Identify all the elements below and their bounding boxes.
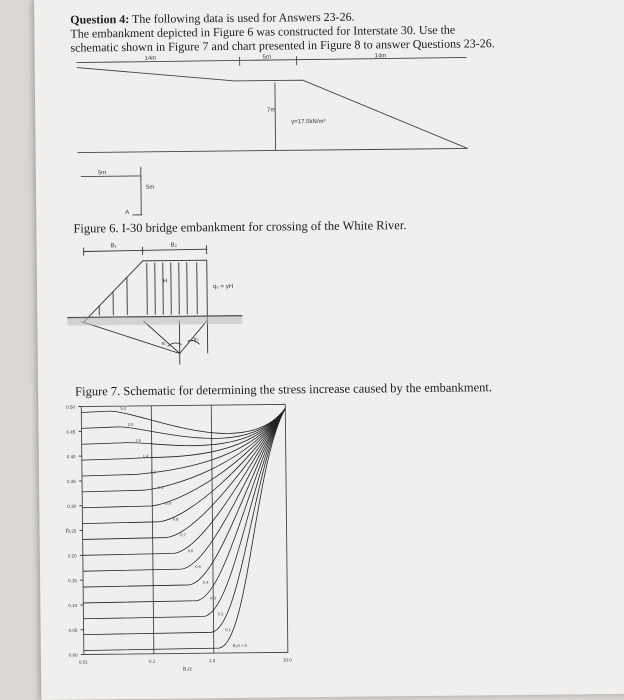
influence-curve xyxy=(81,408,285,435)
y-tick-label: 0.50 xyxy=(66,404,76,410)
y-axis-label: I' xyxy=(65,528,69,535)
b2-label: B₂ xyxy=(170,242,177,249)
unit-weight-label: γ=17.5kN/m³ xyxy=(291,118,326,126)
b1-label: B₁ xyxy=(110,243,117,250)
curve-label: 0.1 xyxy=(225,627,231,633)
question-line-2: The embankment depicted in Figure 6 was constructed for Interstate 30. Use the xyxy=(70,22,456,41)
influence-curve xyxy=(81,408,285,439)
influence-curve xyxy=(81,408,286,476)
question-line-1: Question 4: The following data is used for Answers 23-26. xyxy=(70,9,355,27)
y-tick-label: 0.35 xyxy=(67,478,76,485)
curve-label: 0.9 xyxy=(165,500,171,506)
influence-curve xyxy=(81,408,286,523)
dim-right-top: 14m xyxy=(374,53,387,60)
x-tick-label: 10.0 xyxy=(282,657,292,663)
depth-label: 5m xyxy=(145,184,155,191)
height-label: 7m xyxy=(267,107,276,114)
y-tick-label: 0.30 xyxy=(67,503,77,509)
curve-label: 0.3 xyxy=(210,595,216,601)
influence-curve xyxy=(81,408,286,507)
curve-label: 0.6 xyxy=(187,548,194,554)
question-number: Question 4: xyxy=(70,12,130,27)
curve-label: 0.2 xyxy=(217,611,224,617)
curve-label: B₂/z = 0 xyxy=(232,642,247,648)
question-line-3: schematic shown in Figure 7 and chart presented in Figure 8 to answer Questions 23-26. xyxy=(70,36,495,55)
y-tick-label: 0.00 xyxy=(68,652,78,658)
dim-left-top: 14m xyxy=(144,55,157,62)
figure8-influence-chart xyxy=(34,0,624,700)
y-tick-label: 0.25 xyxy=(67,528,77,534)
curve-label: 0.4 xyxy=(202,579,209,585)
dim-mid-top: 5m xyxy=(262,54,271,61)
h-label: H xyxy=(162,278,168,285)
y-tick-label: 0.10 xyxy=(68,602,78,609)
y-tick-label: 0.40 xyxy=(66,454,76,460)
x-tick-label: 0.1 xyxy=(148,658,156,664)
figure7-caption: Figure 7. Schematic for determining the stress increase caused by the embankment. xyxy=(75,380,493,399)
curve-label: 0.5 xyxy=(195,563,201,570)
curve-label: 1.4 xyxy=(142,453,149,459)
x-tick-label: 1.0 xyxy=(208,658,216,664)
y-tick-label: 0.05 xyxy=(68,627,78,633)
curve-label: 1.0 xyxy=(157,485,164,491)
x-axis-label: B₁/z xyxy=(182,666,192,673)
alpha2-label: α₂ xyxy=(193,336,199,343)
figure6-caption: Figure 6. I-30 bridge embankment for crossing of the White River. xyxy=(73,218,407,236)
y-tick-label: 0.45 xyxy=(66,429,76,435)
y-tick-label: 0.20 xyxy=(67,553,77,559)
curve-label: 0.7 xyxy=(180,532,186,538)
influence-curve xyxy=(81,408,285,446)
alpha1-label: α₁ xyxy=(161,340,167,347)
textbook-page xyxy=(34,0,624,700)
curve-label: 0.8 xyxy=(172,516,179,522)
point-a-label: A xyxy=(125,210,130,217)
curve-label: 1.2 xyxy=(150,469,156,475)
load-label: q₀ = γH xyxy=(212,283,234,291)
y-tick-label: 0.15 xyxy=(68,578,77,584)
curve-label: 3.0 xyxy=(120,406,126,412)
x-tick-label: 0.01 xyxy=(78,659,88,665)
curve-label: 2.0 xyxy=(127,421,134,427)
curve-label: 1.6 xyxy=(135,437,141,443)
dim-bottom-left: 5m xyxy=(97,170,107,177)
